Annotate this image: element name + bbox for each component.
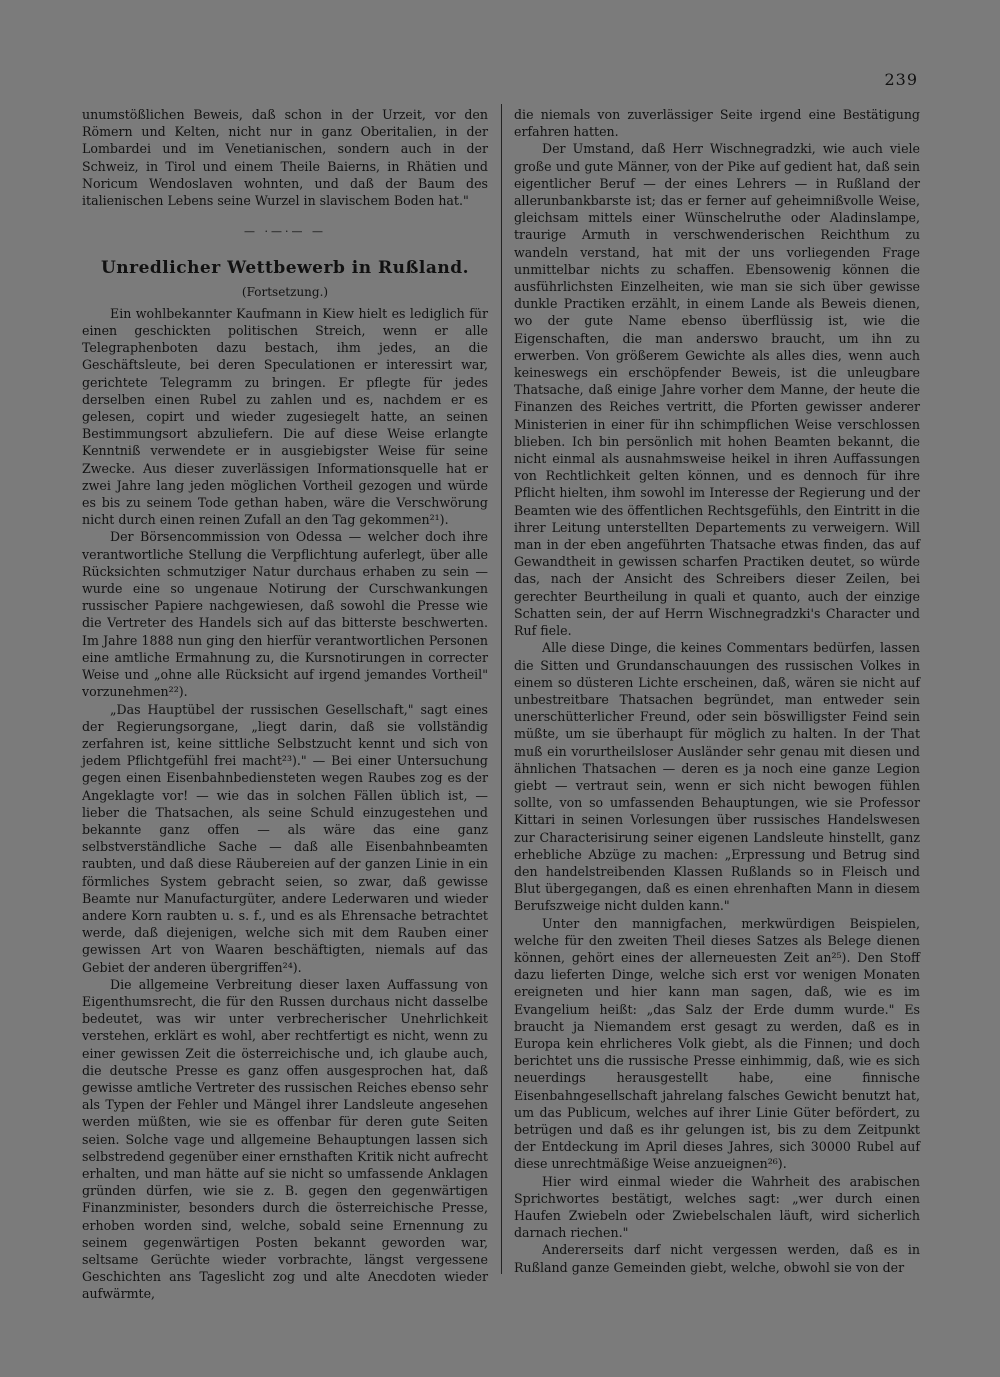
paragraph: Die allgemeine Verbreitung dieser laxen Auffassung von Eigenthumsrecht, die für den Russen durchaus nicht dasselbe bedeutet, was wir unter verbrecherischer Unehrlichkeit verstehen, erklärt es wohl, aber rechtfertigt es nicht, wenn zu einer gewissen Zeit die österreichische und, ich glaube auch, die deutsche Presse es ganz offen ausgesprochen hat, daß gewisse amtliche Vertreter des russischen Reiches ebenso sehr als Typen der Fehler und Mängel ihrer Landsleute angesehen werden müßten, wie sie es offenbar für deren gute Seiten seien. Solche vage und allgemeine Behauptungen lassen sich selbstredend gegenüber einer ernsthaften Kritik nicht aufrecht erhalten, und man hätte auf sie nicht so umfassende Anklagen gründen dürfen, wie sie z. B. gegen den gegenwärtigen Finanzminister, besonders durch die österreichische Presse, erhoben worden sind, welche, sobald seine Ernennung zu seinem gegenwärtigen Posten bekannt geworden war, seltsame Gerüchte wieder vorbrachte, längst vergessene Geschichten ans Tageslicht zog und alte Anecdoten wieder aufwärmte, — [82, 976, 488, 1302]
right-column — [514, 106, 920, 1276]
paragraph: die niemals von zuverlässiger Seite irgend eine Bestätigung erfahren hatten. — [514, 107, 920, 140]
paragraph: Hier wird einmal wieder die Wahrheit des arabischen Sprichwortes bestätigt, welches sagt: „wer durch einen Haufen Zwiebeln oder Zwiebelschalen läuft, wird sicherlich darnach riechen." — [514, 1173, 920, 1241]
section-separator: — ·—·— — — [244, 225, 326, 239]
paragraph: Der Umstand, daß Herr Wischnegradzki, wie auch viele große und gute Männer, von der Pike auf gedient hat, daß sein eigentlicher Beruf — der eines Lehrers — in Rußland der allerunbankbarste ist; das er ferner auf geheimnißvolle Weise, gleichsam mittels einer Wünschelruthe oder Aladinslampe, traurige Armuth in verschwenderischen Reichthum zu wandeln verstand, hat mit der uns vorliegenden Frage unmittelbar nichts zu schaffen. Ebensowenig können die ausführlichsten Einzelheiten, wie man sie sich über gewisse dunkle Practiken erzählt, in einem Lande als Beweis dienen, wo der gute Name ebenso überflüssig ist, wie die Eigenschaften, die man anderswo braucht, um ihn zu erwerben. Von größerem Gewichte als alles dies, wenn auch keineswegs ein erschöpfender Beweis, ist die unleugbare Thatsache, daß einige Jahre vorher dem Manne, der heute die Finanzen des Reiches vertritt, die Pforten gewisser anderer Ministerien in einer für ihn schimpflichen Weise verschlossen blieben. Ich bin persönlich mit hohen Beamten bekannt, die nicht einmal als ausnahmsweise heikel in ihren Auffassungen von Rechtlichkeit gelten können, und es dennoch für ihre Pflicht hielten, ihm sowohl im Interesse der Regierung und der Beamten wie des öffentlichen Rechtsgefühls, den Eintritt in die ihrer Leitung unterstellten Departements zu verweigern. Will man in der eben angeführten Thatsache etwas finden, das auf Gewandtheit in gewissen scharfen Practiken deutet, so würde das, nach der Ansicht des Schreibers dieser Zeilen, bei gerechter Beurtheilung in quali et quanto, auch der einzige Schatten sein, der auf Herrn Wischnegradzki's Character und Ruf fiele. — [514, 141, 920, 639]
article-headline: Unredlicher Wettbewerb in Rußland. — [100, 258, 470, 279]
page-number: 239 — [884, 70, 918, 89]
paragraph: Andererseits darf nicht vergessen werden, daß es in Rußland ganze Gemeinden giebt, welche, obwohl sie von der — [514, 1242, 920, 1275]
column-divider — [501, 104, 502, 1274]
article-subhead: (Fortsetzung.) — [241, 284, 329, 299]
paragraph: Unter den mannigfachen, merkwürdigen Beispielen, welche für den zweiten Theil dieses Satzes als Belege dienen können, gehört eines der allerneuesten Zeit an²⁵). Den Stoff dazu lieferten Dinge, welche sich erst vor wenigen Monaten ereigneten und hier kann man sagen, daß, wie es im Evangelium heißt: „das Salz der Erde dumm wurde." Es braucht ja Niemandem erst gesagt zu werden, daß es in Europa kein ehrlicheres Volk giebt, als die Finnen; und doch berichtet uns die russische Presse einhimmig, daß, wie es sich neuerdings herausgestellt habe, eine finnische Eisenbahngesellschaft jahrelang falsches Gewicht benutzt hat, um das Publicum, welches auf ihrer Linie Güter befördert, zu betrügen und daß es ihr gelungen ist, bis zu dem Zeitpunkt der Entdeckung im April dieses Jahres, sich 30000 Rubel auf diese unrechtmäßige Weise anzueignen²⁶). — [514, 915, 920, 1172]
left-column — [82, 106, 488, 1303]
paragraph: Alle diese Dinge, die keines Commentars bedürfen, lassen die Sitten und Grundanschauungen des russischen Volkes in einem so düsteren Lichte erscheinen, daß, wären sie nicht auf unbestreitbare Thatsachen begründet, man entweder sein unerschütterlicher Freund, oder sein böswilligster Feind sein müßte, um sie überhaupt für möglich zu halten. In der That muß ein vorurtheilsloser Ausländer sehr genau mit diesen und ähnlichen Thatsachen — deren es ja noch eine ganze Legion giebt — vertraut sein, wenn er sich nicht bewogen fühlen sollte, von so umfassenden Behauptungen, wie sie Professor Kittari in seinen Vorlesungen über russisches Handelswesen zur Characterisirung seiner eigenen Landsleute hinstellt, ganz erhebliche Abzüge zu machen: „Erpressung und Betrug sind den handelstreibenden Klassen Rußlands so in Fleisch und Blut übergegangen, daß es einen ehrenhaften Mann in diesem Berufszweige nicht dulden kann." — [514, 640, 920, 914]
paragraph: Ein wohlbekannter Kaufmann in Kiew hielt es lediglich für einen geschickten politischen Streich, wenn er alle Telegraphenboten dazu bestach, ihm jedes, an die Geschäftsleute, bei deren Speculationen er interessirt war, gerichtete Telegramm zu bringen. Er pflegte für jedes derselben einen Rubel zu zahlen und es, nachdem er es gelesen, copirt und wieder zugesiegelt hatte, an seinen Bestimmungsort abzuliefern. Die auf diese Weise erlangte Kenntniß verwendete er in ausgiebigster Weise für seine Zwecke. Aus dieser zuverlässigen Informationsquelle hat er zwei Jahre lang jeden möglichen Vortheil gezogen und würde es bis zu seinem Tode gethan haben, wäre die Verschwörung nicht durch einen reinen Zufall an den Tag gekommen²¹). — [82, 305, 488, 528]
paragraph: „Das Hauptübel der russischen Gesellschaft," sagt eines der Regierungsorgane, „liegt darin, daß sie vollständig zerfahren ist, keine sittliche Selbstzucht kennt und sich von jedem Pflichtgefühl frei macht²³)." — Bei einer Untersuchung gegen einen Eisenbahnbediensteten wegen Raubes zog es der Angeklagte vor! — wie das in solchen Fällen üblich ist, — lieber die Thatsachen, als seine Schuld einzugestehen und bekannte ganz offen — als wäre das eine ganz selbstverständliche Sache — daß alle Eisenbahnbeamten raubten, und daß diese Räubereien auf der ganzen Linie in ein förmliches System gebracht seien, so zwar, daß gewisse Beamte nur Manufacturgüter, andere Lederwaren und wieder andere Korn raubten u. s. f., und es als Ehrensache betrachtet werde, daß diejenigen, welche sich mit dem Rauben einer gewissen Art von Waaren beschäftigten, niemals auf das Gebiet der anderen übergriffen²⁴). — [82, 701, 488, 975]
intro-paragraph: unumstößlichen Beweis, daß schon in der Urzeit, vor den Römern und Kelten, nicht nur in ganz Oberitalien, in der Lombardei und im Venetianischen, sondern auch in der Schweiz, in Tirol und einem Theile Baierns, in Rhätien und Noricum Wendoslaven wohnten, und daß der Baum des italienischen Lebens seine Wurzel in slavischem Boden hat." — [82, 107, 488, 209]
paragraph: Der Börsencommission von Odessa — welcher doch ihre verantwortliche Stellung die Verpflichtung auferlegt, über alle Rücksichten schmutziger Natur durchaus erhaben zu sein — wurde eine so ungenaue Notirung der Curschwankungen russischer Papiere nachgewiesen, daß sowohl die Presse wie die Vertreter des Handels sich auf das bitterste beschwerten. Im Jahre 1888 nun ging den hierfür verantwortlichen Personen eine amtliche Ermahnung zu, die Kursnotirungen in correcter Weise und „ohne alle Rücksicht auf irgend jemandes Vortheil" vorzunehmen²²). — [82, 529, 488, 700]
